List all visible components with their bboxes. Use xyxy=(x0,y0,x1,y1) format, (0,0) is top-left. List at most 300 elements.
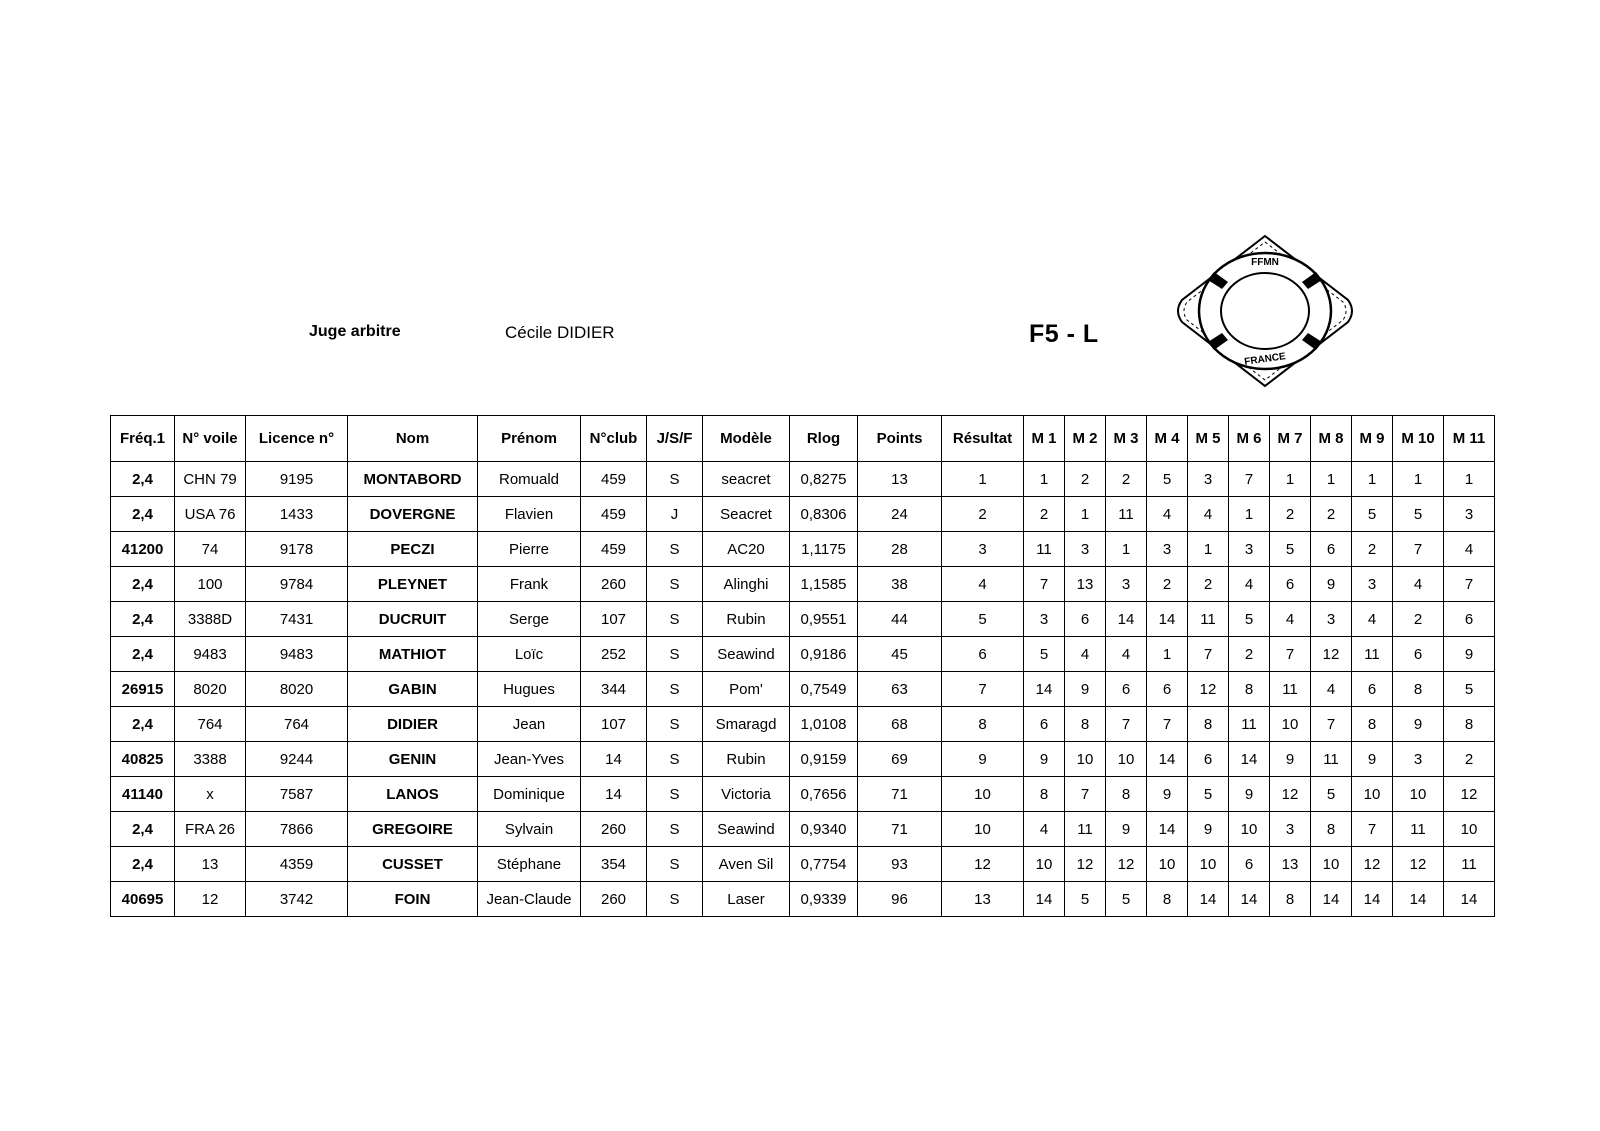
table-cell: 9 xyxy=(1229,777,1270,812)
table-cell: 11 xyxy=(1270,672,1311,707)
table-cell: 6 xyxy=(1188,742,1229,777)
table-cell: 3 xyxy=(1444,497,1495,532)
table-cell: 10 xyxy=(1229,812,1270,847)
table-cell: 12 xyxy=(1311,637,1352,672)
table-cell: PLEYNET xyxy=(348,567,478,602)
table-cell: 14 xyxy=(1352,882,1393,917)
table-cell: 12 xyxy=(1393,847,1444,882)
table-cell: 107 xyxy=(581,707,647,742)
table-cell: 2 xyxy=(942,497,1024,532)
table-cell: 7 xyxy=(1270,637,1311,672)
table-cell: S xyxy=(647,777,703,812)
table-cell: 12 xyxy=(1065,847,1106,882)
table-cell: 9 xyxy=(1352,742,1393,777)
table-cell: 0,9339 xyxy=(790,882,858,917)
table-cell: 3 xyxy=(942,532,1024,567)
table-cell: 14 xyxy=(581,742,647,777)
table-cell: 44 xyxy=(858,602,942,637)
table-cell: 8 xyxy=(1147,882,1188,917)
table-cell: Rubin xyxy=(703,742,790,777)
table-cell: 1433 xyxy=(246,497,348,532)
table-cell: 12 xyxy=(1352,847,1393,882)
table-cell: 1 xyxy=(1106,532,1147,567)
table-cell: 0,7549 xyxy=(790,672,858,707)
column-header: Rlog xyxy=(790,416,858,462)
table-cell: 3 xyxy=(1393,742,1444,777)
table-cell: Seawind xyxy=(703,812,790,847)
table-cell: 41200 xyxy=(111,532,175,567)
table-cell: 74 xyxy=(175,532,246,567)
table-cell: 2 xyxy=(1393,602,1444,637)
table-cell: 3 xyxy=(1270,812,1311,847)
table-cell: 4 xyxy=(1106,637,1147,672)
table-row xyxy=(111,847,1495,882)
table-cell: 7 xyxy=(1024,567,1065,602)
table-cell: 11 xyxy=(1188,602,1229,637)
table-cell: 10 xyxy=(1106,742,1147,777)
table-cell: GABIN xyxy=(348,672,478,707)
table-row xyxy=(111,462,1495,497)
table-cell: 10 xyxy=(1311,847,1352,882)
table-cell: 8020 xyxy=(246,672,348,707)
table-cell: 6 xyxy=(942,637,1024,672)
table-cell: S xyxy=(647,812,703,847)
table-cell: 14 xyxy=(1106,602,1147,637)
table-cell: CHN 79 xyxy=(175,462,246,497)
table-cell: 11 xyxy=(1393,812,1444,847)
table-cell: 12 xyxy=(1106,847,1147,882)
table-cell: DIDIER xyxy=(348,707,478,742)
table-cell: 40695 xyxy=(111,882,175,917)
table-cell: MATHIOT xyxy=(348,637,478,672)
table-cell: 38 xyxy=(858,567,942,602)
table-cell: 9784 xyxy=(246,567,348,602)
column-header: Prénom xyxy=(478,416,581,462)
table-cell: 8 xyxy=(1106,777,1147,812)
table-cell: 2,4 xyxy=(111,847,175,882)
column-header: M 7 xyxy=(1270,416,1311,462)
table-cell: S xyxy=(647,672,703,707)
table-cell: 6 xyxy=(1147,672,1188,707)
table-cell: 0,7754 xyxy=(790,847,858,882)
table-cell: 2,4 xyxy=(111,602,175,637)
table-cell: 4 xyxy=(1393,567,1444,602)
table-cell: 11 xyxy=(1106,497,1147,532)
table-row xyxy=(111,497,1495,532)
table-cell: GENIN xyxy=(348,742,478,777)
table-cell: 9 xyxy=(1270,742,1311,777)
table-cell: Serge xyxy=(478,602,581,637)
table-cell: 14 xyxy=(581,777,647,812)
column-header: N°club xyxy=(581,416,647,462)
column-header: Licence n° xyxy=(246,416,348,462)
column-header: J/S/F xyxy=(647,416,703,462)
table-cell: 5 xyxy=(1147,462,1188,497)
table-cell: 1,0108 xyxy=(790,707,858,742)
table-cell: 9 xyxy=(1311,567,1352,602)
logo-text-top: FFMN xyxy=(1251,257,1279,268)
table-cell: 2,4 xyxy=(111,462,175,497)
table-row xyxy=(111,742,1495,777)
table-cell: S xyxy=(647,532,703,567)
table-cell: 12 xyxy=(942,847,1024,882)
column-header: Résultat xyxy=(942,416,1024,462)
table-cell: 71 xyxy=(858,777,942,812)
judge-label: Juge arbitre xyxy=(309,323,401,340)
table-cell: 9483 xyxy=(246,637,348,672)
table-cell: USA 76 xyxy=(175,497,246,532)
table-cell: Hugues xyxy=(478,672,581,707)
table-cell: 14 xyxy=(1229,742,1270,777)
table-cell: 6 xyxy=(1393,637,1444,672)
table-cell: 2 xyxy=(1188,567,1229,602)
table-cell: 1 xyxy=(1024,462,1065,497)
table-cell: 13 xyxy=(175,847,246,882)
table-cell: Stéphane xyxy=(478,847,581,882)
table-row xyxy=(111,777,1495,812)
table-cell: 354 xyxy=(581,847,647,882)
table-cell: 1,1175 xyxy=(790,532,858,567)
table-cell: 11 xyxy=(1065,812,1106,847)
table-cell: 13 xyxy=(1270,847,1311,882)
table-cell: 4359 xyxy=(246,847,348,882)
table-cell: 7 xyxy=(1147,707,1188,742)
table-cell: S xyxy=(647,707,703,742)
table-cell: 4 xyxy=(1352,602,1393,637)
table-cell: 14 xyxy=(1024,672,1065,707)
table-cell: 12 xyxy=(1270,777,1311,812)
table-cell: PECZI xyxy=(348,532,478,567)
table-cell: 3 xyxy=(1311,602,1352,637)
column-header: M 2 xyxy=(1065,416,1106,462)
table-cell: 2 xyxy=(1147,567,1188,602)
table-row xyxy=(111,882,1495,917)
table-cell: 6 xyxy=(1106,672,1147,707)
column-header: M 6 xyxy=(1229,416,1270,462)
table-cell: 3 xyxy=(1106,567,1147,602)
table-cell: 2,4 xyxy=(111,497,175,532)
table-cell: x xyxy=(175,777,246,812)
table-cell: 11 xyxy=(1311,742,1352,777)
table-cell: 1 xyxy=(1444,462,1495,497)
table-cell: 10 xyxy=(1065,742,1106,777)
table-cell: 10 xyxy=(942,777,1024,812)
table-cell: Pierre xyxy=(478,532,581,567)
table-cell: DUCRUIT xyxy=(348,602,478,637)
table-row xyxy=(111,567,1495,602)
table-cell: 4 xyxy=(1024,812,1065,847)
table-cell: FOIN xyxy=(348,882,478,917)
table-cell: 0,9340 xyxy=(790,812,858,847)
table-cell: Rubin xyxy=(703,602,790,637)
table-cell: 3 xyxy=(1147,532,1188,567)
table-cell: S xyxy=(647,637,703,672)
table-cell: 8 xyxy=(1065,707,1106,742)
table-cell: 4 xyxy=(1229,567,1270,602)
judge-name: Cécile DIDIER xyxy=(505,323,615,342)
table-cell: 4 xyxy=(942,567,1024,602)
table-cell: 0,9186 xyxy=(790,637,858,672)
table-cell: MONTABORD xyxy=(348,462,478,497)
table-cell: 1,1585 xyxy=(790,567,858,602)
table-cell: 3 xyxy=(1352,567,1393,602)
table-cell: 8 xyxy=(1229,672,1270,707)
table-cell: 459 xyxy=(581,462,647,497)
table-cell: Aven Sil xyxy=(703,847,790,882)
table-cell: 11 xyxy=(1229,707,1270,742)
column-header: M 5 xyxy=(1188,416,1229,462)
table-cell: 68 xyxy=(858,707,942,742)
table-cell: 1 xyxy=(1270,462,1311,497)
table-cell: 7 xyxy=(1393,532,1444,567)
table-cell: Romuald xyxy=(478,462,581,497)
table-cell: 5 xyxy=(1229,602,1270,637)
table-cell: 2 xyxy=(1270,497,1311,532)
table-cell: 4 xyxy=(1147,497,1188,532)
table-cell: 3 xyxy=(1188,462,1229,497)
table-cell: 5 xyxy=(1444,672,1495,707)
table-cell: S xyxy=(647,462,703,497)
table-cell: 8 xyxy=(1270,882,1311,917)
table-cell: 6 xyxy=(1229,847,1270,882)
table-cell: 10 xyxy=(1393,777,1444,812)
table-cell: S xyxy=(647,742,703,777)
column-header: Nom xyxy=(348,416,478,462)
table-cell: 7 xyxy=(1065,777,1106,812)
table-cell: 8 xyxy=(1188,707,1229,742)
table-cell: 10 xyxy=(1024,847,1065,882)
column-header: M 11 xyxy=(1444,416,1495,462)
table-cell: 40825 xyxy=(111,742,175,777)
table-cell: 459 xyxy=(581,532,647,567)
column-header: Points xyxy=(858,416,942,462)
table-row xyxy=(111,707,1495,742)
table-cell: 3 xyxy=(1065,532,1106,567)
table-cell: 13 xyxy=(858,462,942,497)
table-cell: 7 xyxy=(1188,637,1229,672)
column-header: M 1 xyxy=(1024,416,1065,462)
table-cell: 14 xyxy=(1147,812,1188,847)
table-cell: GREGOIRE xyxy=(348,812,478,847)
table-cell: 10 xyxy=(1270,707,1311,742)
table-cell: 0,7656 xyxy=(790,777,858,812)
table-row xyxy=(111,672,1495,707)
table-cell: Seacret xyxy=(703,497,790,532)
table-cell: 24 xyxy=(858,497,942,532)
table-cell: 14 xyxy=(1024,882,1065,917)
table-cell: 11 xyxy=(1024,532,1065,567)
table-cell: 1 xyxy=(1188,532,1229,567)
table-cell: 1 xyxy=(1311,462,1352,497)
table-cell: 7 xyxy=(942,672,1024,707)
table-cell: 3 xyxy=(1024,602,1065,637)
table-cell: 764 xyxy=(175,707,246,742)
class-title: F5 - L xyxy=(1029,320,1099,348)
table-cell: 9 xyxy=(1024,742,1065,777)
table-cell: 4 xyxy=(1065,637,1106,672)
table-cell: S xyxy=(647,847,703,882)
table-cell: 2 xyxy=(1311,497,1352,532)
table-cell: Sylvain xyxy=(478,812,581,847)
column-header: N° voile xyxy=(175,416,246,462)
table-cell: 3388 xyxy=(175,742,246,777)
table-cell: Jean-Claude xyxy=(478,882,581,917)
table-cell: 13 xyxy=(942,882,1024,917)
table-cell: 260 xyxy=(581,567,647,602)
table-cell: 4 xyxy=(1311,672,1352,707)
table-cell: 8020 xyxy=(175,672,246,707)
table-cell: 7 xyxy=(1311,707,1352,742)
table-cell: 11 xyxy=(1352,637,1393,672)
table-cell: 3388D xyxy=(175,602,246,637)
table-cell: 252 xyxy=(581,637,647,672)
table-cell: 100 xyxy=(175,567,246,602)
table-cell: 9483 xyxy=(175,637,246,672)
table-cell: 4 xyxy=(1444,532,1495,567)
table-body xyxy=(111,462,1495,917)
table-cell: Flavien xyxy=(478,497,581,532)
table-cell: Frank xyxy=(478,567,581,602)
table-cell: 2,4 xyxy=(111,567,175,602)
table-cell: 13 xyxy=(1065,567,1106,602)
table-cell: 8 xyxy=(1024,777,1065,812)
table-cell: Laser xyxy=(703,882,790,917)
table-cell: 7 xyxy=(1444,567,1495,602)
table-cell: 45 xyxy=(858,637,942,672)
table-cell: 7866 xyxy=(246,812,348,847)
table-cell: 3742 xyxy=(246,882,348,917)
table-cell: 2,4 xyxy=(111,707,175,742)
table-cell: S xyxy=(647,602,703,637)
table-cell: 5 xyxy=(942,602,1024,637)
table-cell: 0,9159 xyxy=(790,742,858,777)
table-cell: 2 xyxy=(1065,462,1106,497)
table-cell: 1 xyxy=(1147,637,1188,672)
table-cell: 71 xyxy=(858,812,942,847)
table-cell: 5 xyxy=(1352,497,1393,532)
column-header: M 9 xyxy=(1352,416,1393,462)
table-cell: 12 xyxy=(1188,672,1229,707)
table-cell: 1 xyxy=(1229,497,1270,532)
table-cell: 107 xyxy=(581,602,647,637)
table-cell: 344 xyxy=(581,672,647,707)
table-cell: 5 xyxy=(1270,532,1311,567)
table-cell: 260 xyxy=(581,882,647,917)
table-cell: 4 xyxy=(1188,497,1229,532)
table-cell: 5 xyxy=(1106,882,1147,917)
table-cell: 26915 xyxy=(111,672,175,707)
table-cell: 14 xyxy=(1147,602,1188,637)
table-row xyxy=(111,602,1495,637)
table-cell: 5 xyxy=(1065,882,1106,917)
table-cell: 2 xyxy=(1444,742,1495,777)
table-cell: 1 xyxy=(1393,462,1444,497)
table-cell: S xyxy=(647,567,703,602)
table-cell: Jean xyxy=(478,707,581,742)
table-cell: 5 xyxy=(1393,497,1444,532)
table-cell: 9178 xyxy=(246,532,348,567)
table-cell: Smaragd xyxy=(703,707,790,742)
table-cell: CUSSET xyxy=(348,847,478,882)
table-cell: 7587 xyxy=(246,777,348,812)
table-cell: J xyxy=(647,497,703,532)
table-cell: 3 xyxy=(1229,532,1270,567)
table-cell: FRA 26 xyxy=(175,812,246,847)
table-cell: 7 xyxy=(1106,707,1147,742)
table-cell: 5 xyxy=(1188,777,1229,812)
table-cell: Alinghi xyxy=(703,567,790,602)
table-cell: 4 xyxy=(1270,602,1311,637)
table-cell: 2 xyxy=(1024,497,1065,532)
table-cell: 14 xyxy=(1311,882,1352,917)
table-cell: 9 xyxy=(1147,777,1188,812)
table-cell: 14 xyxy=(1147,742,1188,777)
table-cell: 28 xyxy=(858,532,942,567)
table-cell: 7 xyxy=(1229,462,1270,497)
table-cell: 41140 xyxy=(111,777,175,812)
table-cell: 14 xyxy=(1393,882,1444,917)
table-cell: 9 xyxy=(1065,672,1106,707)
table-cell: LANOS xyxy=(348,777,478,812)
table-cell: 459 xyxy=(581,497,647,532)
table-cell: 10 xyxy=(1352,777,1393,812)
table-cell: 6 xyxy=(1311,532,1352,567)
table-cell: 96 xyxy=(858,882,942,917)
table-cell: 9195 xyxy=(246,462,348,497)
column-header: M 3 xyxy=(1106,416,1147,462)
table-row xyxy=(111,637,1495,672)
table-cell: Pom' xyxy=(703,672,790,707)
table-cell: 63 xyxy=(858,672,942,707)
table-cell: 10 xyxy=(1188,847,1229,882)
table-cell: 2 xyxy=(1229,637,1270,672)
table-cell: 0,8275 xyxy=(790,462,858,497)
table-cell: 7 xyxy=(1352,812,1393,847)
column-header: Modèle xyxy=(703,416,790,462)
table-cell: 6 xyxy=(1270,567,1311,602)
table-cell: 69 xyxy=(858,742,942,777)
table-cell: 6 xyxy=(1352,672,1393,707)
table-cell: 12 xyxy=(175,882,246,917)
table-cell: Dominique xyxy=(478,777,581,812)
table-cell: 8 xyxy=(942,707,1024,742)
table-cell: 9244 xyxy=(246,742,348,777)
table-cell: 0,9551 xyxy=(790,602,858,637)
table-cell: 5 xyxy=(1311,777,1352,812)
table-cell: 11 xyxy=(1444,847,1495,882)
table-cell: 10 xyxy=(1147,847,1188,882)
table-cell: 9 xyxy=(1393,707,1444,742)
table-cell: 12 xyxy=(1444,777,1495,812)
table-cell: 10 xyxy=(942,812,1024,847)
table-cell: S xyxy=(647,882,703,917)
column-header: M 8 xyxy=(1311,416,1352,462)
table-cell: 8 xyxy=(1393,672,1444,707)
table-cell: seacret xyxy=(703,462,790,497)
table-cell: 9 xyxy=(1188,812,1229,847)
table-cell: 1 xyxy=(1065,497,1106,532)
table-cell: 8 xyxy=(1352,707,1393,742)
table-cell: 764 xyxy=(246,707,348,742)
table-cell: 2,4 xyxy=(111,812,175,847)
table-cell: 10 xyxy=(1444,812,1495,847)
ffmn-lifebuoy-logo xyxy=(1172,234,1358,388)
table-cell: 14 xyxy=(1229,882,1270,917)
column-header: Fréq.1 xyxy=(111,416,175,462)
column-header: M 4 xyxy=(1147,416,1188,462)
table-cell: 6 xyxy=(1024,707,1065,742)
table-row xyxy=(111,812,1495,847)
